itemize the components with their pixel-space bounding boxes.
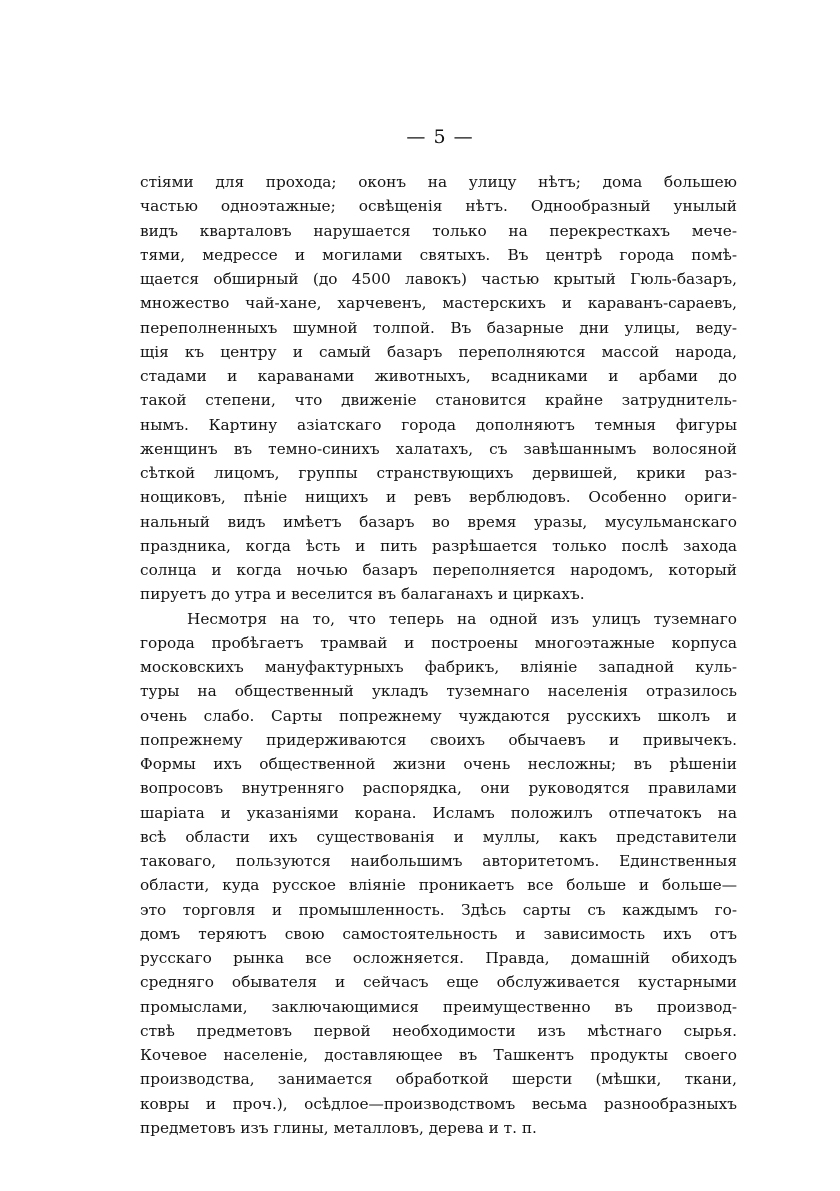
text-line: предметовъ изъ глины, металловъ, дерева и т. п. <box>140 1118 537 1137</box>
text-line: шаріата и указаніями корана. Исламъ положилъ отпечатокъ на <box>140 803 737 822</box>
text-line: туры на общественный укладъ туземнаго населенія отразилось <box>140 682 737 701</box>
text-line: множество чай-хане, харчевенъ, мастерскихъ и караванъ-сараевъ, <box>140 294 737 313</box>
text-line: сѣткой лицомъ, группы странствующихъ дервишей, крики раз- <box>140 464 737 482</box>
text-line: ковры и проч.), осѣдлое—производствомъ весьма разнообразныхъ <box>140 1094 737 1113</box>
text-line: это торговля и промышленность. Здѣсь сарты съ каждымъ го- <box>140 900 737 919</box>
text-line: праздника, когда ѣсть и пить разрѣшается только послѣ захода <box>140 536 737 555</box>
text-line: Несмотря на то, что теперь на одной изъ улицъ туземнаго <box>187 609 737 628</box>
text-line: частью одноэтажные; освѣщенія нѣтъ. Однообразный унылый <box>140 197 737 216</box>
text-line: нымъ. Картину азіатскаго города дополняютъ темныя фигуры <box>140 415 737 434</box>
page-number: — 5 — <box>406 126 474 148</box>
text-line: области, куда русское вліяніе проникаетъ все больше и больше— <box>140 876 737 895</box>
text-line: Формы ихъ общественной жизни очень несложны; въ рѣшеніи <box>140 755 737 773</box>
text-line: производства, занимается обработкой шерсти (мѣшки, ткани, <box>140 1070 737 1089</box>
text-line: города пробѣгаетъ трамвай и построены многоэтажные корпуса <box>140 633 737 652</box>
text-line: Кочевое населеніе, доставляющее въ Ташкентъ продукты своего <box>140 1046 737 1064</box>
text-line: попрежнему придерживаются своихъ обычаевъ и привычекъ. <box>140 730 737 749</box>
text-line: нощиковъ, пѣніе нищихъ и ревъ верблюдовъ. Особенно ориги- <box>140 488 737 507</box>
text-line: щается обширный (до 4500 лавокъ) частью крытый Гюль-базаръ, <box>140 270 737 288</box>
text-line: нальный видъ имѣетъ базаръ во время уразы, мусульманскаго <box>140 512 737 531</box>
text-line: русскаго рынка все осложняется. Правда, домашній обиходъ <box>140 949 737 967</box>
text-line: такой степени, что движеніе становится крайне затруднитель- <box>140 391 737 410</box>
text-line: тями, медрессе и могилами святыхъ. Въ центрѣ города помѣ- <box>140 245 737 264</box>
text-line: щія къ центру и самый базаръ переполняются массой народа, <box>140 342 737 361</box>
text-line: вопросовъ внутренняго распорядка, они руководятся правилами <box>140 779 737 798</box>
text-line: пируетъ до утра и веселится въ балаганахъ и циркахъ. <box>140 585 585 604</box>
paragraph-2 <box>140 607 737 1141</box>
paragraph-1 <box>140 170 737 607</box>
text-line: домъ теряютъ свою самостоятельность и зависимость ихъ отъ <box>140 924 737 943</box>
text-line: таковаго, пользуются наибольшимъ авторитетомъ. Единственныя <box>140 852 737 870</box>
text-line: московскихъ мануфактурныхъ фабрикъ, вліяніе западной куль- <box>140 658 737 676</box>
text-line: всѣ области ихъ существованія и муллы, какъ представители <box>140 827 737 846</box>
text-line: стіями для прохода; оконъ на улицу нѣтъ; дома большею <box>140 173 737 191</box>
text-line: ствѣ предметовъ первой необходимости изъ мѣстнаго сырья. <box>140 1021 737 1040</box>
text-line: средняго обывателя и сейчасъ еще обслуживается кустарными <box>140 973 737 992</box>
text-line: видъ кварталовъ нарушается только на перекресткахъ мече- <box>140 221 737 240</box>
text-line: промыслами, заключающимися преимущественно въ производ- <box>140 997 737 1016</box>
text-line: солнца и когда ночью базаръ переполняется народомъ, который <box>140 561 737 579</box>
text-line: женщинъ въ темно-синихъ халатахъ, съ завѣшаннымъ волосяной <box>140 439 737 458</box>
text-line: переполненныхъ шумной толпой. Въ базарные дни улицы, веду- <box>140 318 737 337</box>
text-line: очень слабо. Сарты попрежнему чуждаются русскихъ школъ и <box>140 706 737 725</box>
text-line: стадами и караванами животныхъ, всадниками и арбами до <box>140 367 737 385</box>
body-text <box>140 170 737 1140</box>
